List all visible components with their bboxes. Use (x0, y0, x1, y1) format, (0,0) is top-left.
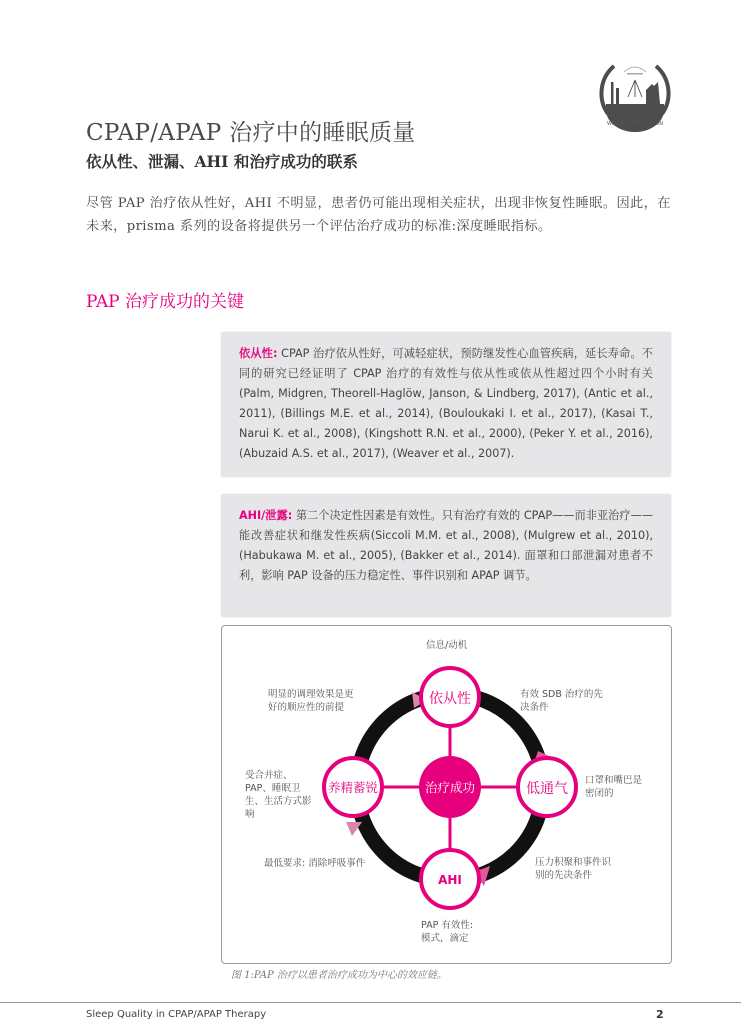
city-skyline-badge-icon (594, 52, 676, 134)
effect-chain-figure (221, 625, 672, 964)
ahi-leak-body: 第二个决定性因素是有效性。只有治疗有效的 CPAP——而非亚治疗——能改善症状和继发性疾病(Siccoli M.M. et al., 2008), (Mulgrew et al., 2010), (Habukawa M. et al., 2005), (Bakker et al., 2014). 面罩和口部泄漏对患者不利，影响 PAP 设备的压力稳定性、事件识别和 APAP 调节。 (239, 509, 654, 582)
compliance-body: CPAP 治疗依从性好，可减轻症状，预防继发性心血管疾病，延长寿命。不同的研究已经证明了 CPAP 治疗的有效性与依从性或依从性超过四个小时有关 (Palm, Midgren, Theorell-Haglöw, Janson, & Lindberg, 2017), (Antic et al., 2011), (Billings M.E. et al., 2014), (Bouloukaki I. et al., 2017), (Kasai T., Narui K. et al., 2008), (Kingshott R.N. et al., 2000), (Peker Y. et al., 2016), (Abuzaid A.S. et al., 2017), (Weaver et al., 2007). (239, 347, 653, 460)
label-info-motivation: 信息/动机 (426, 640, 468, 651)
ahi-leak-label: AHI/泄露: (239, 509, 293, 522)
node-restorative-label: 养精蓄锐 (327, 780, 379, 795)
page-subtitle: 依从性、泄漏、AHI 和治疗成功的联系 (86, 152, 358, 171)
white-paper-edition-badge (594, 52, 676, 134)
footer-document-title: Sleep Quality in CPAP/APAP Therapy (86, 1009, 267, 1020)
intro-paragraph: 尽管 PAP 治疗依从性好，AHI 不明显，患者仍可能出现相关症状，出现非恢复性睡眠。因此，在未来，prisma 系列的设备将提供另一个评估治疗成功的标准:深度睡眠指标。 (86, 196, 671, 234)
compliance-callout-box (221, 332, 671, 477)
label-comorbidity-influence: 受合并症、PAP、睡眠卫生、生活方式影响 (245, 770, 312, 820)
compliance-label: 依从性: (239, 347, 278, 360)
node-therapy-success-label: 治疗成功 (424, 780, 476, 795)
compliance-callout-text (239, 344, 653, 464)
label-pap-effectiveness: PAP 有效性: 模式，滴定 (421, 920, 474, 944)
page-number: 2 (656, 1008, 664, 1021)
node-hypopnea-label: 低通气 (526, 781, 568, 797)
label-minimum-requirement: 最低要求: 消除呼吸事件 (264, 858, 366, 869)
section-heading: PAP 治疗成功的关键 (86, 292, 244, 312)
page-title: CPAP/APAP 治疗中的睡眠质量 (86, 120, 416, 146)
svg-text:WHITE PAPER EDITION: WHITE PAPER EDITION (606, 121, 664, 127)
footer-divider (0, 1002, 741, 1003)
ahi-leak-callout-text (239, 506, 653, 586)
label-sdb-prerequisite: 有效 SDB 治疗的先决条件 (520, 689, 603, 713)
node-ahi-label: AHI (438, 873, 462, 887)
figure-caption: 图 1:PAP 治疗以患者治疗成功为中心的效应链。 (231, 970, 447, 981)
label-pressure-buildup: 压力积聚和事件识别的先决条件 (535, 857, 612, 881)
label-conditioning-effect: 明显的调理效果是更好的顺应性的前提 (268, 689, 354, 713)
node-compliance-label: 依从性 (429, 691, 471, 707)
ahi-leak-callout-box (221, 494, 671, 617)
label-mask-mouth-closed: 口罩和嘴巴是密闭的 (585, 775, 643, 799)
